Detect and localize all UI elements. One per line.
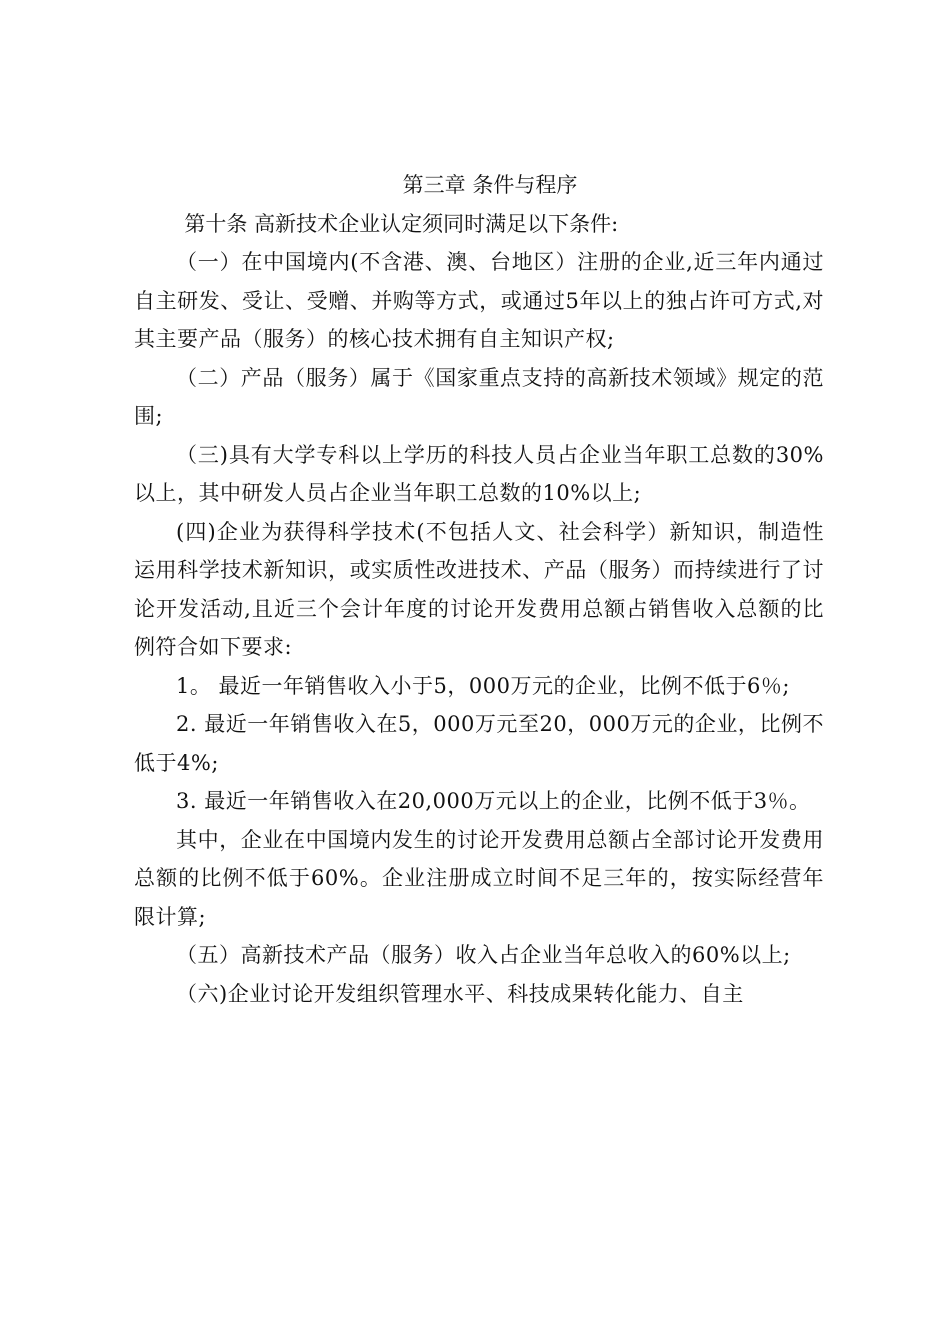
document-body (134, 166, 824, 1013)
condition-paragraph-5: （五）高新技术产品（服务）收入占企业当年总收入的60%以上; (176, 943, 791, 967)
article-intro: 第十条 高新技术企业认定须同时满足以下条件: (184, 211, 619, 236)
condition-paragraph-3: （三)具有大学专科以上学历的科技人员占企业当年职工总数的30%以上，其中研发人员占企业当年职工总数的10%以上; (134, 442, 824, 505)
chapter-title: 第三章 条件与程序 (402, 173, 578, 197)
requirement-item-1: 1。 最近一年销售收入小于5，000万元的企业，比例不低于6％; (176, 673, 790, 698)
condition-paragraph-2: （二）产品（服务）属于《国家重点支持的高新技术领域》规定的范围; (134, 365, 824, 428)
condition-paragraph-6: （六)企业讨论开发组织管理水平、科技成果转化能力、自主 (176, 981, 744, 1006)
domestic-ratio-paragraph: 其中，企业在中国境内发生的讨论开发费用总额占全部讨论开发费用总额的比例不低于60%。企业注册成立时间不足三年的，按实际经营年限计算; (134, 827, 824, 929)
requirement-item-3: 3. 最近一年销售收入在20,000万元以上的企业，比例不低于3％。 (176, 789, 811, 813)
requirement-item-2: 2. 最近一年销售收入在5，000万元至20，000万元的企业，比例不低于4%; (134, 712, 824, 775)
condition-paragraph-1: （一）在中国境内(不含港、澳、台地区）注册的企业,近三年内通过自主研发、受让、受赠、并购等方式，或通过5年以上的独占许可方式,对其主要产品（服务）的核心技术拥有自主知识产权; (134, 250, 824, 351)
condition-paragraph-4: (四)企业为获得科学技术(不包括人文、社会科学）新知识，制造性运用科学技术新知识，或实质性改进技术、产品（服务）而持续进行了讨论开发活动,且近三个会计年度的讨论开发费用总额占销售收入总额的比例符合如下要求: (134, 519, 824, 659)
